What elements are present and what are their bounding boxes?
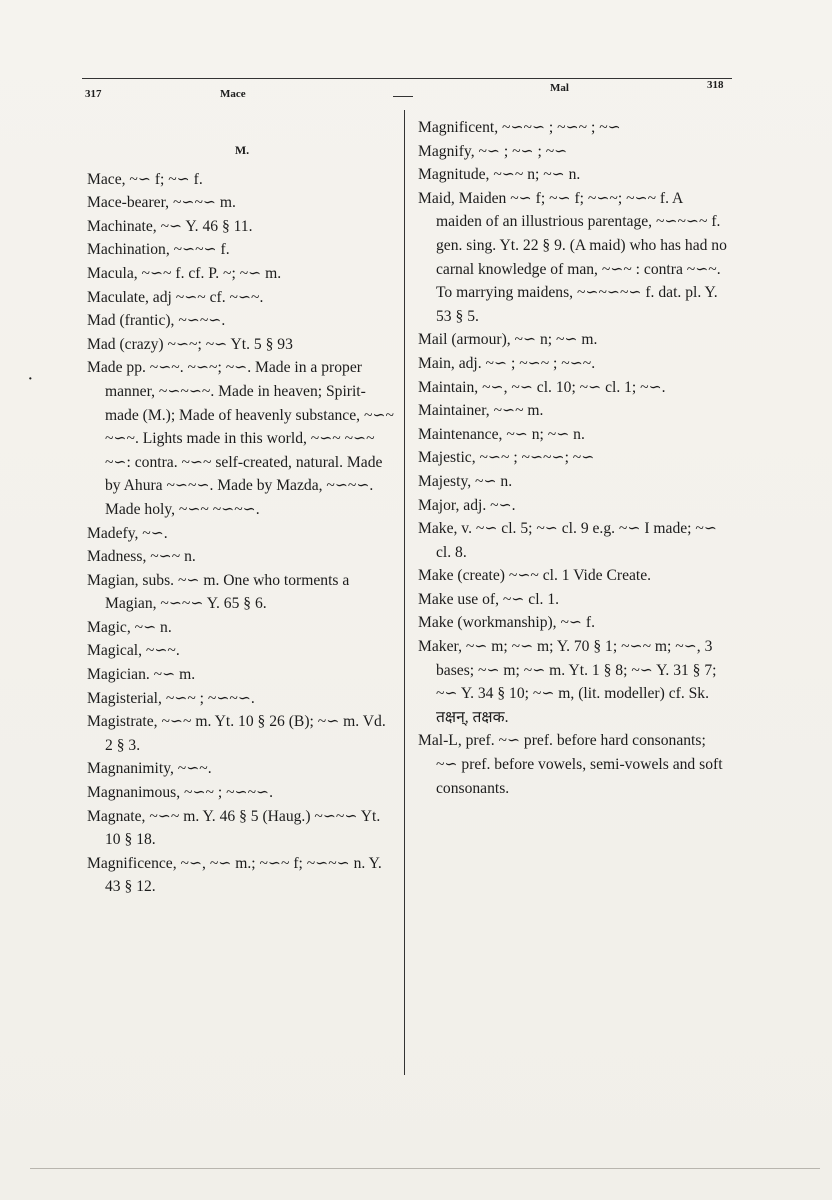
dictionary-entry: Make (workmanship), ~∽ f. xyxy=(418,614,595,632)
margin-mark: · xyxy=(28,372,33,387)
dictionary-entry: Maintainer, ~∽~ m. xyxy=(418,402,544,420)
dictionary-entry: Magnify, ~∽ ; ~∽ ; ~∽ xyxy=(418,142,568,160)
top-rule xyxy=(82,78,732,79)
left-running-headword: Mace xyxy=(220,88,246,100)
dictionary-entry: Magnanimity, ~∽~. xyxy=(87,760,212,778)
dictionary-entry: Magisterial, ~∽~ ; ~∽~∽. xyxy=(87,689,255,707)
dictionary-entry: Mad (crazy) ~∽~; ~∽ Yt. 5 § 93 xyxy=(87,335,293,353)
dictionary-entry: Mace, ~∽ f; ~∽ f. xyxy=(87,170,203,188)
right-entries xyxy=(418,116,730,800)
dictionary-entry: Make use of, ~∽ cl. 1. xyxy=(418,590,560,608)
dictionary-entry: Major, adj. ~∽. xyxy=(418,496,516,514)
dictionary-entry: Macula, ~∽~ f. cf. P. ~; ~∽ m. xyxy=(87,264,282,282)
right-running-headword: Mal xyxy=(550,82,569,94)
section-letter: M. xyxy=(234,143,250,157)
running-header xyxy=(80,79,740,110)
dictionary-entry: Maintenance, ~∽ n; ~∽ n. xyxy=(418,425,585,443)
dictionary-entry: Machination, ~∽~∽ f. xyxy=(87,241,230,259)
dictionary-entry: Magistrate, ~∽~ m. Yt. 10 § 26 (B); ~∽ m. Vd. 2 § 3. xyxy=(87,713,386,754)
dictionary-entry: Magician. ~∽ m. xyxy=(87,666,196,684)
dictionary-entry: Majesty, ~∽ n. xyxy=(418,472,513,490)
dictionary-entry: Mail (armour), ~∽ n; ~∽ m. xyxy=(418,331,598,349)
dictionary-entry: Madness, ~∽~ n. xyxy=(87,548,196,566)
right-page-number: 318 xyxy=(707,79,724,91)
dictionary-entry: Make, v. ~∽ cl. 5; ~∽ cl. 9 e.g. ~∽ I made; ~∽ cl. 8. xyxy=(418,520,717,561)
left-page-number: 317 xyxy=(85,88,102,100)
dictionary-entry: Maintain, ~∽, ~∽ cl. 10; ~∽ cl. 1; ~∽. xyxy=(418,378,666,396)
dictionary-entry: Machinate, ~∽ Y. 46 § 11. xyxy=(87,217,253,235)
dictionary-entry: Majestic, ~∽~ ; ~∽~∽; ~∽ xyxy=(418,449,595,467)
dictionary-entry: Made pp. ~∽~. ~∽~; ~∽. Made in a proper manner, ~∽~∽~. Made in heaven; Spirit-made (M.); Made of heavenly substance, ~∽~ ~∽~. Lights made in this world, ~∽~ ~∽~ ~∽: contra. ~∽~ self-created, natural. Made by Ahura ~∽~∽. Made by Mazda, ~∽~∽. Made holy, ~∽~ ~∽~∽. xyxy=(87,359,394,518)
dictionary-entry: Magnitude, ~∽~ n; ~∽ n. xyxy=(418,166,581,184)
dictionary-entry: Mace-bearer, ~∽~∽ m. xyxy=(87,194,236,212)
dictionary-entry: Magic, ~∽ n. xyxy=(87,618,172,636)
dictionary-entry: Main, adj. ~∽ ; ~∽~ ; ~∽~. xyxy=(418,354,596,372)
dictionary-entry: Magnate, ~∽~ m. Y. 46 § 5 (Haug.) ~∽~∽ Yt. 10 § 18. xyxy=(87,807,381,849)
dictionary-entry: Magical, ~∽~. xyxy=(87,642,180,660)
dictionary-entry: Magnificence, ~∽, ~∽ m.; ~∽~ f; ~∽~∽ n. Y. 43 § 12. xyxy=(87,854,382,896)
header-dash xyxy=(393,96,413,97)
right-column xyxy=(418,116,730,800)
dictionary-entry: Mad (frantic), ~∽~∽. xyxy=(87,312,226,330)
dictionary-entry: Mal-L, pref. ~∽ pref. before hard consonants; ~∽ pref. before vowels, semi-vowels and soft consonants. xyxy=(418,732,723,797)
dictionary-entry: Make (create) ~∽~ cl. 1 Vide Create. xyxy=(418,567,652,585)
dictionary-entry: Maculate, adj ~∽~ cf. ~∽~. xyxy=(87,288,264,306)
left-entries xyxy=(87,168,397,899)
dictionary-entry: Madefy, ~∽. xyxy=(87,524,168,542)
dictionary-entry: Magnificent, ~∽~∽ ; ~∽~ ; ~∽ xyxy=(418,119,621,136)
column-divider xyxy=(404,110,405,1075)
dictionary-entry: Maid, Maiden ~∽ f; ~∽ f; ~∽~; ~∽~ f. A maiden of an illustrious parentage, ~∽~∽~ f. gen. sing. Yt. 22 § 9. (A maid) who has had no carnal knowledge of man, ~∽~ : contra ~∽~. To marrying maidens, ~∽~∽~∽ f. dat. pl. Y. 53 § 5. xyxy=(418,189,727,325)
dictionary-entry: Maker, ~∽ m; ~∽ m; Y. 70 § 1; ~∽~ m; ~∽, 3 bases; ~∽ m; ~∽ m. Yt. 1 § 8; ~∽ Y. 31 § 7; ~∽ Y. 34 § 10; ~∽ m, (lit. modeller) cf. Sk. तक्षन्, तक्षक. xyxy=(418,638,717,726)
page-bottom-edge xyxy=(30,1168,820,1169)
left-column xyxy=(87,139,397,899)
dictionary-entry: Magian, subs. ~∽ m. One who torments a Magian, ~∽~∽ Y. 65 § 6. xyxy=(87,571,350,613)
dictionary-entry: Magnanimous, ~∽~ ; ~∽~∽. xyxy=(87,784,273,802)
